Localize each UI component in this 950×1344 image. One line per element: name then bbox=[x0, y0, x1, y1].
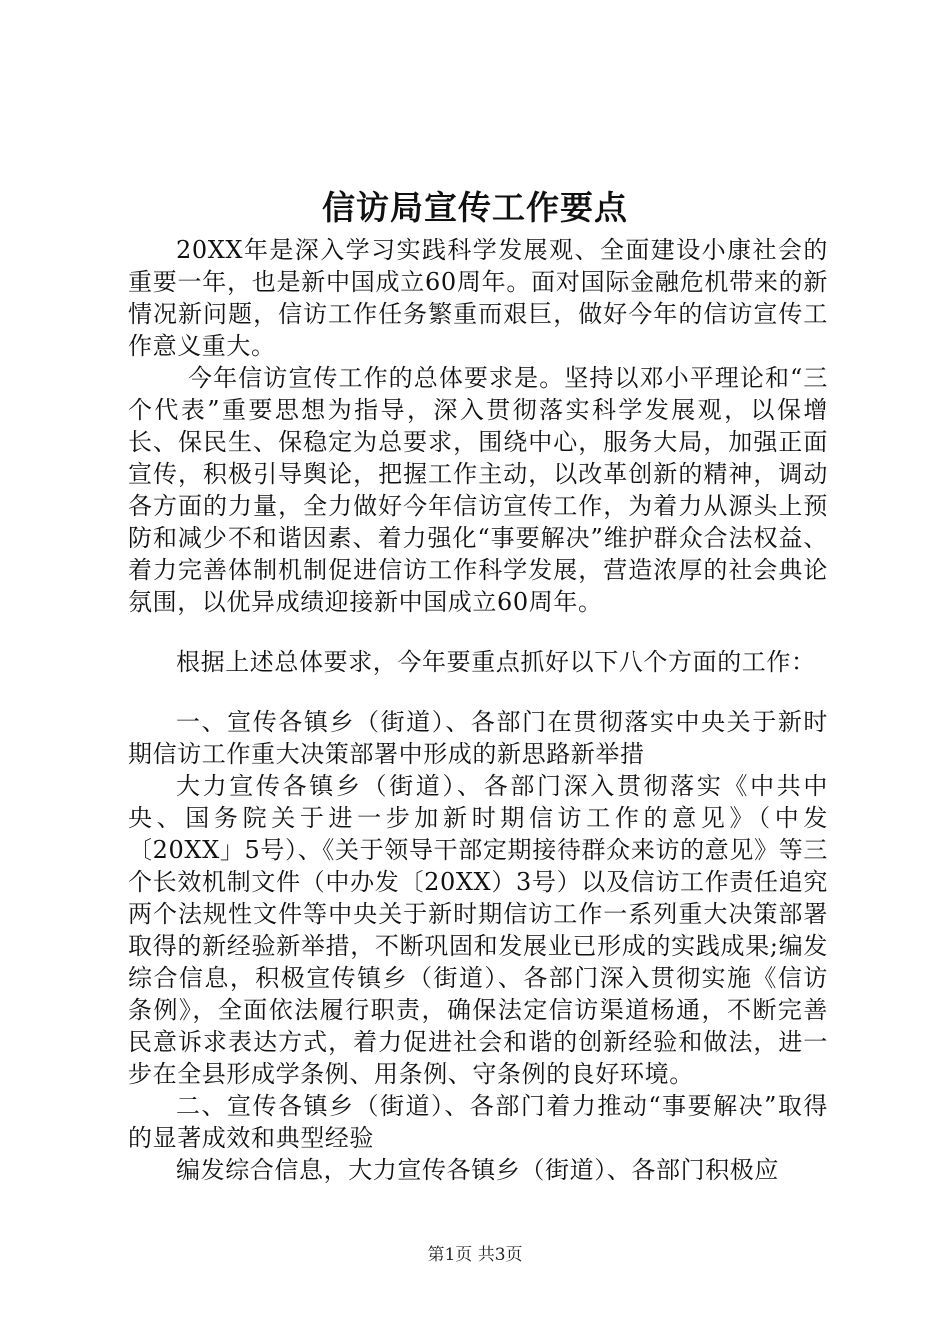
section-heading-1: 一、宣传各镇乡（街道）、各部门在贯彻落实中央关于新时期信访工作重大决策部署中形成的新思路新举措 bbox=[128, 708, 828, 768]
document-title: 信访局宣传工作要点 bbox=[322, 188, 628, 227]
page-footer: 第1页 共3页 bbox=[427, 1245, 523, 1265]
paragraph-section-1: 大力宣传各镇乡（街道）、各部门深入贯彻落实《中共中央、国务院关于进一步加新时期信访工作的意见》（中发〔20XX」5号）、《关于领导干部定期接待群众来访的意见》等三个长效机制文件（中办发〔20XX）3号）以及信访工作责任追究两个法规性文件等中央关于新时期信访工作一系列重大决策部署取得的新经验新举措，不断巩固和发展业已形成的实践成果;编发综合信息，积极宣传镇乡（街道）、各部门深入贯彻实施《信访条例》，全面依法履行职责，确保法定信访渠道杨通，不断完善民意诉求表达方式，着力促进社会和谐的创新经验和做法，进一步在全县形成学条例、用条例、守条例的良好环境。 bbox=[128, 772, 828, 1088]
paragraph-section-2: 编发综合信息，大力宣传各镇乡（街道）、各部门积极应 bbox=[176, 1156, 779, 1184]
paragraph-intro: 20XX年是深入学习实践科学发展观、全面建设小康社会的重要一年，也是新中国成立60周年。面对国际金融危机带来的新情况新问题，信访工作任务繁重而艰巨，做好今年的信访宣传工作意义重大。 bbox=[128, 236, 828, 360]
document-body bbox=[128, 234, 828, 1186]
section-heading-2: 二、宣传各镇乡（街道）、各部门着力推动“事要解决”取得的显著成效和典型经验 bbox=[128, 1092, 828, 1152]
paragraph-general-requirements: 今年信访宣传工作的总体要求是。坚持以邓小平理论和“三个代表”重要思想为指导，深入贯彻落实科学发展观，以保增长、保民生、保稳定为总要求，围绕中心，服务大局，加强正面宣传，积极引导舆论，把握工作主动，以改革创新的精神，调动各方面的力量，全力做好今年信访宣传工作，为着力从源头上预防和减少不和谐因素、着力强化“事要解决”维护群众合法权益、着力完善体制机制促进信访工作科学发展，营造浓厚的社会典论氛围，以优异成绩迎接新中国成立60周年。 bbox=[128, 364, 828, 616]
paragraph-focus-areas: 根据上述总体要求，今年要重点抓好以下八个方面的工作： bbox=[176, 648, 816, 676]
